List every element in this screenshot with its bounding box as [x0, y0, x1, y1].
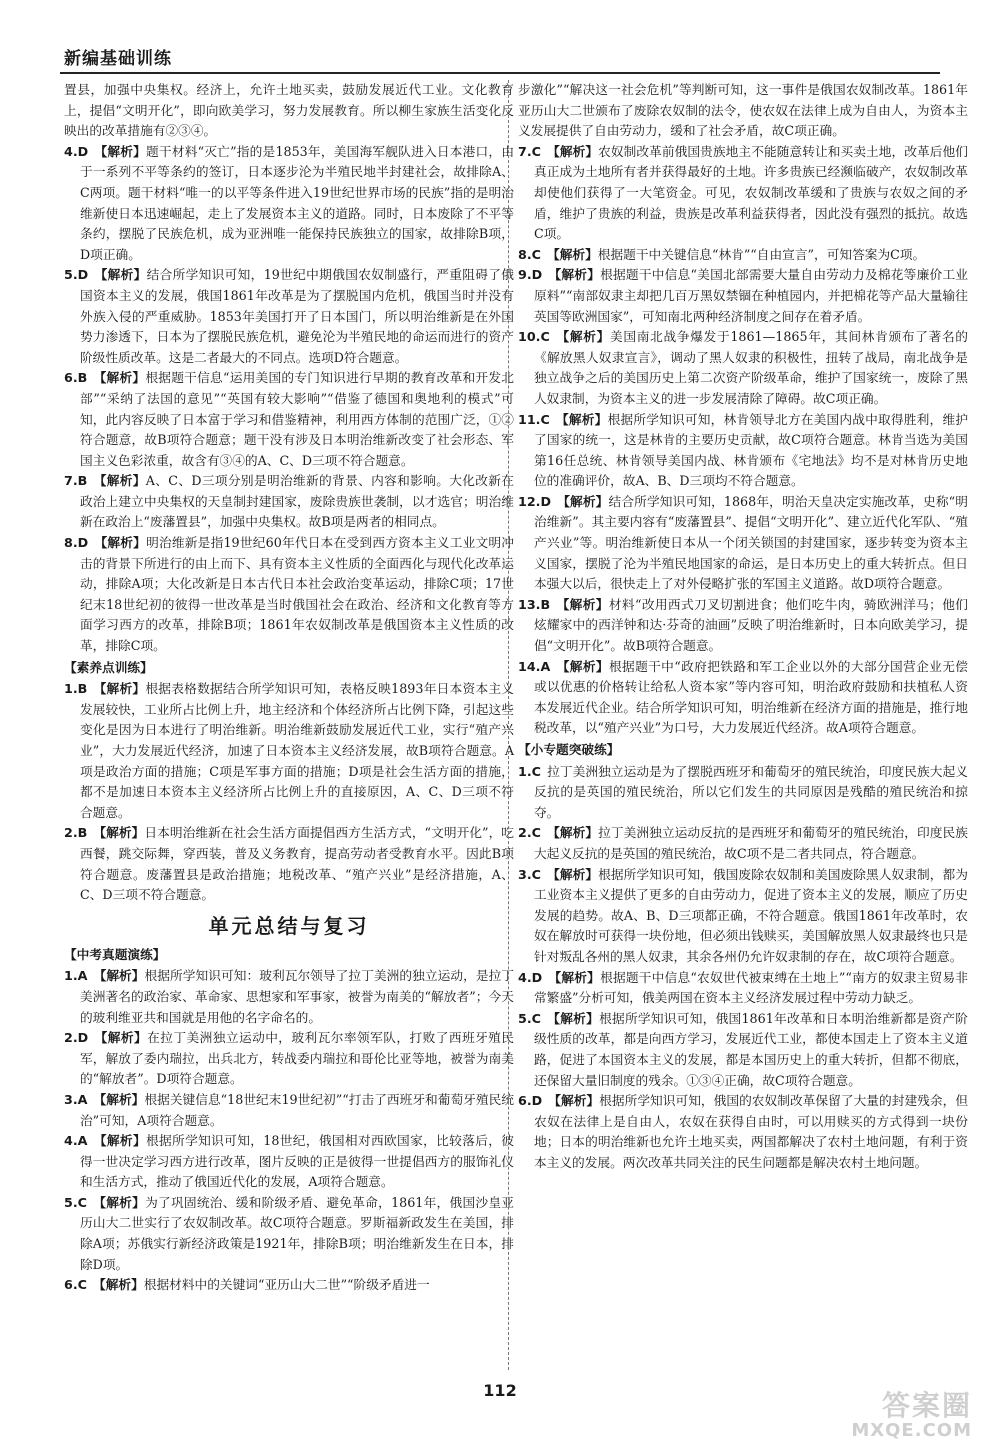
analysis-text: 根据所学知识可知，俄国废除农奴制和美国废除黑人奴隶制，都为工业资本主义提供了更多的自由劳动力，促进了资本主义的发展，顺应了历史发展的趋势。故A、B、D三项都正确，不符合题意。俄国1861年改革时，农奴在解放时可获得一块份地，但必须出钱赎买，美国解放黑人奴隶最终也只是针对叛乱各州的黑人奴隶，其余各州仍允许奴隶制的存在，故C项符合题意。 — [534, 866, 968, 964]
answer-item — [518, 142, 968, 245]
answer-number: 13. — [518, 596, 541, 612]
answer-choice: A — [77, 1091, 88, 1107]
answer-item — [64, 471, 514, 533]
answer-item — [518, 595, 968, 657]
analysis-text: 根据所学知识可知：玻利瓦尔领导了拉丁美洲的独立运动，是拉丁美洲著名的政治家、革命家、思想家和军事家，被誉为南美的“解放者”；今天的玻利维亚共和国就是用他的名字命名的。 — [80, 968, 514, 1025]
analysis-text: 日本明治维新在社会生活方面提倡西方生活方式，“文明开化”，吃西餐，跳交际舞，穿西装，普及义务教育，提高劳动者受教育水平。因此B项符合题意。废藩置县是政治措施；地税改革、“殖产兴业”是经济措施，A、C、D三项不符合题意。 — [80, 825, 514, 903]
answer-item — [518, 1009, 968, 1091]
analysis-tag: 【解析】 — [548, 1093, 600, 1109]
answer-number: 12. — [518, 493, 541, 509]
answer-item — [518, 968, 968, 1009]
answer-item — [518, 410, 968, 492]
right-column — [518, 80, 968, 1173]
analysis-text: 根据关键信息“18世纪末19世纪初”“打击了西班牙和葡萄牙殖民统治”可知，A项符合题意。 — [80, 1091, 514, 1128]
answer-choice: D — [77, 535, 89, 551]
analysis-tag: 【解析】 — [94, 535, 147, 551]
page-number: 112 — [483, 1381, 517, 1400]
answer-choice: C — [531, 1010, 541, 1026]
analysis-tag: 【解析】 — [557, 493, 609, 509]
analysis-tag: 【解析】 — [547, 1010, 600, 1026]
analysis-tag: 【解析】 — [548, 267, 601, 283]
answer-item — [64, 679, 514, 823]
answer-item — [518, 245, 968, 266]
analysis-text: 根据题干中“政府把铁路和军工企业以外的大部分国营企业无偿或以优惠的价格转让给私人资本家”等内容可知，明治政府鼓励和扶植私人资本发展近代企业。结合所学知识可知，明治维新在经济方面的措施是，推行地税改革，以“殖产兴业”为口号，大力发展近代经济。故A项符合题意。 — [534, 658, 968, 736]
answer-number: 2. — [64, 825, 78, 841]
analysis-tag: 【解析】 — [547, 825, 599, 841]
answer-item — [64, 1090, 514, 1131]
analysis-tag: 【解析】 — [547, 246, 598, 262]
answer-item — [518, 265, 968, 327]
header-rule — [60, 72, 940, 74]
answer-choice: C — [531, 246, 541, 262]
answer-choice: D — [77, 143, 89, 159]
answer-number: 3. — [518, 866, 532, 882]
analysis-text: 拉丁美洲独立运动是为了摆脱西班牙和葡萄牙的殖民统治，印度民族大起义反抗的是英国的殖民统治，所以它们发生的共同原因是残酷的殖民统治和掠夺。 — [534, 763, 968, 820]
answer-choice: C — [531, 763, 541, 779]
analysis-text: 根据所学知识可知，18世纪，俄国相对西欧国家，比较落后，彼得一世决定学习西方进行改革，图片反映的正是彼得一世提倡西方的服饰礼仪和生活方式，推动了俄国近代化的发展，A项符合题意。 — [80, 1133, 514, 1190]
answer-item — [64, 265, 514, 368]
column-divider — [508, 80, 509, 1370]
analysis-tag: 【解析】 — [94, 267, 147, 283]
analysis-text: 为了巩固统治、缓和阶级矛盾、避免革命，1861年，俄国沙皇亚历山大二世实行了农奴制改革。故C项符合题意。罗斯福新政发生在美国，排除A项；苏俄实行新经济政策是1921年，排除B项；明治维新发生在日本，排除D项。 — [80, 1194, 514, 1272]
unit-title: 单元总结与复习 — [208, 913, 370, 938]
answer-choice: B — [77, 825, 88, 841]
analysis-tag: 【解析】 — [556, 596, 609, 612]
analysis-text: 根据材料中的关键词“亚历山大二世”“阶级矛盾进一 — [143, 1277, 430, 1293]
left-answer-list-a — [64, 142, 514, 657]
answer-choice: C — [77, 1194, 87, 1210]
analysis-tag: 【解析】 — [93, 681, 146, 697]
analysis-text: 结合所学知识可知，1868年，明治天皇决定实施改革，史称“明治维新”。其主要内容有“废藩置县”、提倡“文明开化”、建立近代化军队、“殖产兴业”等。明治维新使日本从一个闭关锁国的封建国家，逐步转变为资本主义国家，摆脱了沦为半殖民地国家的命运，是日本历史上的重大转折点。但日本强大以后，很快走上了对外侵略扩张的军国主义道路。故D项符合题意。 — [534, 493, 968, 592]
analysis-text: 拉丁美洲独立运动反抗的是西班牙和葡萄牙的殖民统治，印度民族大起义反抗的是英国的殖民统治，故C项不是二者共同点，符合题意。 — [534, 825, 968, 861]
watermark-url: MXQE.COM — [851, 1420, 972, 1441]
analysis-text: 根据题干信息“运用美国的专门知识进行早期的教育改革和开发北部”“采纳了法国的意见”“英国有较大影响”“借鉴了德国和奥地利的模式”可知，此内容反映了日本富于学习和借鉴精神，利用西方体制的范围广泛，①②符合题意，故B项符合题意；题干没有涉及日本明治维新改变了社会形态、军国主义色彩浓重，故含有③④的A、C、D三项不符合题意。 — [80, 370, 514, 468]
answer-number: 2. — [518, 825, 532, 841]
answer-choice: A — [540, 658, 551, 674]
analysis-text: 根据题干中信息“美国北部需要大量自由劳动力及棉花等廉价工业原料”“南部奴隶主却把几百万黑奴禁锢在种植园内，并把棉花等产品大量输往英国等欧洲国家”，可知南北两种经济制度之间存在着矛盾。 — [534, 267, 968, 324]
answer-item — [64, 1193, 514, 1275]
answer-choice: D — [540, 493, 552, 509]
analysis-tag: 【解析】 — [93, 1194, 146, 1210]
answer-number: 11. — [518, 411, 541, 427]
right-answer-list-b — [518, 762, 968, 1174]
analysis-tag: 【解析】 — [556, 411, 608, 427]
answer-choice: B — [540, 596, 551, 612]
answer-choice: C — [531, 866, 541, 882]
left-answer-list-c — [64, 966, 514, 1296]
analysis-tag: 【解析】 — [93, 1091, 145, 1107]
analysis-text: 农奴制改革前俄国贵族地主不能随意转让和买卖土地，改革后他们真正成为土地所有者并获得最好的土地。许多贵族已经濒临破产，农奴制改革却使他们获得了一大笔资金。可见，农奴制改革缓和了贵族与农奴之间的矛盾，维护了贵族的利益，贵族是改革利益获得者，因此没有强烈的抵抗。故选C项。 — [534, 143, 968, 242]
answer-item — [518, 492, 968, 595]
answer-number: 6. — [518, 1093, 532, 1109]
answer-number: 7. — [64, 473, 78, 489]
analysis-tag: 【解析】 — [556, 658, 609, 674]
book-title: 新编基础训练 — [64, 49, 172, 69]
answer-number: 14. — [518, 658, 541, 674]
answer-choice: D — [531, 1093, 543, 1109]
answer-item — [64, 966, 514, 1028]
answer-item — [518, 327, 968, 409]
analysis-tag: 【解析】 — [556, 329, 610, 345]
right-answer-list-a — [518, 142, 968, 739]
section-label-suyang: 【素养点训练】 — [64, 659, 153, 675]
answer-item — [64, 533, 514, 657]
analysis-tag: 【解析】 — [94, 143, 147, 159]
answer-choice: C — [540, 329, 550, 345]
answer-choice: D — [531, 267, 543, 283]
left-column — [64, 80, 514, 1296]
answer-number: 5. — [64, 1194, 78, 1210]
answer-number: 4. — [64, 143, 78, 159]
left-intro-paragraph: 置县，加强中央集权。经济上，允许土地买卖，鼓励发展近代工业。文化教育上，提倡“文明开化”，即向欧美学习，努力发展教育。所以柳生家族生活变化反映出的改革措施有②③④。 — [64, 82, 514, 139]
answer-choice: B — [77, 370, 88, 386]
analysis-tag: 【解析】 — [94, 1030, 148, 1046]
analysis-tag: 【解析】 — [93, 1133, 146, 1149]
answer-choice: C — [77, 1277, 87, 1293]
answer-choice: D — [77, 1030, 89, 1046]
answer-number: 2. — [64, 1030, 78, 1046]
answer-item — [64, 1131, 514, 1193]
watermark-logo: 答案圈 — [881, 1389, 972, 1422]
answer-choice: D — [531, 969, 543, 985]
analysis-text: 材料“改用西式刀叉切割进食；他们吃牛肉，骑欧洲洋马；他们炫耀家中的西洋钟和达·芬奇的油画”反映了明治维新时，日本向欧美学习，提倡“文明开化”。故B项符合题意。 — [534, 596, 968, 654]
answer-item — [64, 1275, 514, 1296]
answer-number: 8. — [64, 535, 78, 551]
answer-item — [518, 657, 968, 739]
analysis-tag: 【解析】 — [547, 143, 599, 159]
answer-item — [518, 762, 968, 824]
answer-choice: A — [77, 968, 88, 984]
analysis-tag: 【解析】 — [93, 473, 146, 489]
answer-number: 5. — [518, 1010, 532, 1026]
analysis-tag: 【解析】 — [93, 968, 145, 984]
analysis-text: 明治维新是指19世纪60年代日本在受到西方资本主义工业文明冲击的背景下所进行的由上而下、具有资本主义性质的全面西化与现代化改革运动，排除A项；大化改新是日本古代日本社会政治变革运动，排除C项；17世纪末18世纪初的彼得一世改革是当时俄国社会在政治、经济和文化教育等方面学习西方的改革，排除B项；1861年农奴制改革是俄国资本主义性质的改革，排除C项。 — [80, 535, 514, 654]
answer-choice: A — [77, 1133, 88, 1149]
answer-number: 4. — [518, 969, 532, 985]
answer-choice: D — [77, 267, 89, 283]
section-label-zhongkao: 【中考真题演练】 — [64, 946, 166, 962]
analysis-text: 题干材料“灭亡”指的是1853年，美国海军舰队进入日本港口，由于一系列不平等条约的签订，日本逐步沦为半殖民地半封建社会，故排除A、C两项。题干材料“唯一的以平等条件进入19世纪世界市场的民族”指的是明治维新使日本迅速崛起，走上了发展资本主义的道路。同时，日本废除了不平等条约，摆脱了民族危机，成为亚洲唯一能保持民族独立的国家，故排除B项，D项正确。 — [80, 143, 515, 262]
analysis-text: 在拉丁美洲独立运动中，玻利瓦尔率领军队，打败了西班牙殖民军，解放了委内瑞拉，出兵北方，转战委内瑞拉和哥伦比亚等地，被誉为南美的“解放者”。D项符合题意。 — [80, 1030, 514, 1087]
answer-number: 6. — [64, 1277, 78, 1293]
answer-number: 1. — [518, 763, 532, 779]
analysis-text: 根据题干中关键信息“林肯”“自由宣言”，可知答案为C项。 — [597, 246, 926, 262]
analysis-text: 结合所学知识可知，19世纪中期俄国农奴制盛行，严重阻碍了俄国资本主义的发展，俄国1861年改革是为了摆脱国内危机，俄国当时并没有外族入侵的严重威胁。1853年美国打开了日本国门，所以明治维新是在外国势力渗透下，日本为了摆脱民族危机，避免沦为半殖民地的命运而进行的资产阶级性质改革。这是二者最大的不同点。选项D符合题意。 — [80, 267, 514, 365]
watermark — [832, 1384, 972, 1444]
answer-number: 3. — [64, 1091, 78, 1107]
right-continuation-paragraph: 步激化”“解决这一社会危机”等判断可知，这一事件是俄国农奴制改革。1861年亚历山大二世颁布了废除农奴制的法令，使农奴在法律上成为自由人，为资本主义发展提供了自由劳动力，缓和了社会矛盾，故C项正确。 — [518, 82, 968, 139]
analysis-tag: 【解析】 — [93, 825, 145, 841]
analysis-text: A、C、D三项分别是明治维新的背景、内容和影响。大化改新在政治上建立中央集权的天皇制封建国家，废除贵族世袭制，以才选官；明治维新在政治上“废藩置县”，加强中央集权。故B项是两者的相同点。 — [80, 473, 514, 530]
analysis-tag: 【解析】 — [93, 370, 146, 386]
answer-choice: C — [531, 825, 541, 841]
analysis-text: 美国南北战争爆发于1861—1865年，其间林肯颁布了著名的《解放黑人奴隶宣言》，调动了黑人奴隶的积极性，扭转了战局，南北战争是独立战争之后的美国历史上第二次资产阶级革命，维护了国家统一，废除了黑人奴隶制，为资本主义的进一步发展清除了障碍。故C项正确。 — [534, 329, 968, 406]
answer-choice: B — [77, 473, 88, 489]
analysis-tag: 【解析】 — [93, 1277, 144, 1293]
analysis-text: 根据题干中信息“农奴世代被束缚在土地上”“南方的奴隶主贸易非常繁盛”分析可知，俄美两国在资本主义经济发展过程中劳动力缺乏。 — [534, 969, 968, 1006]
analysis-text: 根据表格数据结合所学知识可知，表格反映1893年日本资本主义发展较快，工业所占比例上升，地主经济和个体经济所占比例下降，引起这些变化是因为日本进行了明治维新。明治维新鼓励发展近代工业，实行“殖产兴业”，大力发展近代经济，加速了日本资本主义经济发展，故B项符合题意。A项是政治方面的措施；C项是军事方面的措施；D项是社会生活方面的措施，都不是加速日本资本主义经济所占比例上升的直接原因，A、C、D三项不符合题意。 — [80, 681, 514, 820]
answer-choice: C — [540, 411, 550, 427]
answer-number: 10. — [518, 329, 541, 345]
answer-item — [64, 142, 514, 266]
answer-item — [518, 1091, 968, 1173]
analysis-text: 根据所学知识可知，俄国1861年改革和日本明治维新都是资产阶级性质的改革，都是向西方学习，发展近代工业，都使本国走上了资本主义道路，促进了本国资本主义的发展，都是本国历史上的重大转折，但都不彻底，还保留大量旧制度的残余。①③④正确，故C项符合题意。 — [534, 1010, 968, 1088]
answer-choice: B — [77, 681, 88, 697]
analysis-tag: 【解析】 — [548, 969, 601, 985]
answer-number: 5. — [64, 267, 78, 283]
answer-item — [64, 1028, 514, 1090]
answer-number: 1. — [64, 968, 78, 984]
answer-number: 1. — [64, 681, 78, 697]
answer-number: 4. — [64, 1133, 78, 1149]
answer-number: 9. — [518, 267, 532, 283]
answer-item — [518, 823, 968, 864]
answer-item — [64, 823, 514, 905]
section-label-xiaozhuanti: 【小专题突破练】 — [518, 742, 620, 757]
answer-choice: C — [531, 143, 541, 159]
analysis-text: 根据所学知识可知，林肯领导北方在美国内战中取得胜利，维护了国家的统一，这是林肯的主要历史贡献，故C项符合题意。林肯当选为美国第16任总统、林肯领导美国内战、林肯颁布《宅地法》均不是对林肯历史地位的准确评价，故A、B、D三项均不符合题意。 — [534, 411, 969, 489]
analysis-tag: 【解析】 — [547, 866, 599, 882]
answer-item — [518, 865, 968, 968]
left-answer-list-b — [64, 679, 514, 906]
answer-number: 6. — [64, 370, 78, 386]
answer-item — [64, 368, 514, 471]
answer-number: 8. — [518, 246, 532, 262]
answer-number: 7. — [518, 143, 532, 159]
analysis-text: 根据所学知识可知，俄国的农奴制改革保留了大量的封建残余，但农奴在法律上是自由人，农奴在获得自由时，可以用赎买的方式得到一块份地；日本的明治维新也允许土地买卖，两国都解决了农村土地问题，有利于资本主义的发展。两次改革共同关注的民生问题都是解决农村土地问题。 — [534, 1093, 969, 1170]
